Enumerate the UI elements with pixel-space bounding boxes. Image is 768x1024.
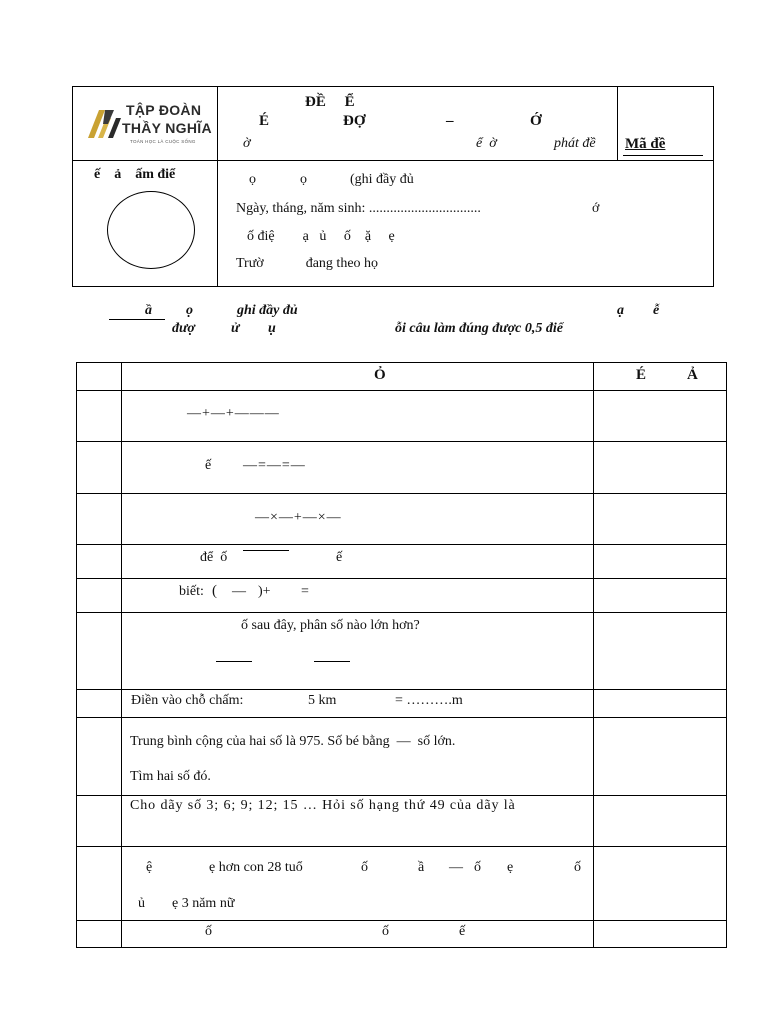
question-10-e: — [449,860,463,875]
question-4-b: ế [336,550,343,565]
student-dob: Ngày, tháng, năm sinh: ................................ [236,201,481,216]
question-10-c: ố [361,860,368,875]
question-7-b: 5 km [308,693,337,708]
question-10-g: ẹ [507,860,514,875]
exam-time-b: ể ờ [476,136,497,151]
student-dob-tail: ớ [592,201,600,216]
question-10-i: ủ [138,896,145,911]
question-11-a: ố [205,924,212,939]
question-table [76,362,727,948]
question-4-fraction-bar [243,550,289,551]
question-5-e: = [301,584,309,599]
header-divider-v1 [217,86,218,287]
table-row-sep [76,717,727,718]
instruction-1b: ọ [186,303,193,318]
question-2-b: —=—=— [243,458,306,473]
student-name-a: ọ [249,172,256,187]
exam-title-part-b: ĐỢ [343,113,366,129]
logo-line1: TẬP ĐOÀN [126,102,202,118]
exam-code-underline [623,155,703,156]
table-row-sep [76,441,727,442]
instruction-underline [109,319,165,320]
question-3: —×—+—×— [255,510,342,525]
table-row-sep [76,612,727,613]
question-11-b: ố [382,924,389,939]
company-logo [84,100,214,148]
instruction-2a: đượ [172,321,195,336]
exam-title-part-d: Ớ [530,113,542,129]
exam-title-part-c: – [446,113,454,129]
table-header-answer-b: Ả [687,367,698,383]
exam-time-a: ờ [243,136,251,151]
table-row-sep [76,578,727,579]
exam-code-label: Mã đề [625,136,666,152]
question-6-fraction-bar-2 [314,661,350,662]
table-header-question: Ỏ [374,367,386,383]
instruction-2d: ỗi câu làm đúng được 0,5 điể [395,321,563,336]
instruction-1e: ễ [653,303,660,318]
question-5-b: ( [212,583,217,599]
question-6: ố sau đây, phân số nào lớn hơn? [241,618,420,633]
question-5-d: )+ [258,584,271,599]
table-row-sep [76,493,727,494]
table-row-sep [76,544,727,545]
question-10-b: ẹ hơn con 28 tuổ [209,860,303,875]
exam-title-part-a: É [259,113,270,129]
logo-line2: THẦY NGHĨA [122,120,212,136]
table-row-sep [76,795,727,796]
question-10-d: ầ [418,860,425,875]
question-4-a: để ố [200,550,228,565]
score-circle [107,191,195,269]
instruction-1c: ghi đầy đủ [237,303,298,318]
question-10-a: ệ [146,860,153,875]
exam-title-line1: ĐỀ Ể [305,94,355,110]
question-10-f: ố [474,860,481,875]
instruction-2b: ử [231,321,240,336]
logo-mark-icon [84,104,124,144]
question-5-a: biết: [179,584,204,599]
question-9: Cho dãy số 3; 6; 9; 12; 15 … Hỏi số hạng thứ 49 của dãy là [130,798,516,813]
student-phone: ố điệ ạ ủ ố ặ ẹ [247,229,395,244]
question-11-c: ế [459,924,466,939]
exam-time-c: phát đề [554,136,596,151]
question-7-a: Điền vào chỗ chấm: [131,693,244,708]
question-8-b: Tìm hai số đó. [130,769,211,784]
header-divider-v2 [617,86,618,161]
table-col-div-2 [593,362,594,948]
student-name-c: (ghi đầy đủ [350,172,414,187]
question-5-c: — [232,584,246,599]
question-1: —+—+——— [187,406,280,421]
instruction-1a: ầ [145,303,152,318]
table-col-div-1 [121,362,122,948]
question-10-h: ố [574,860,581,875]
question-7-c: = ……….m [395,693,463,708]
question-6-fraction-bar-1 [216,661,252,662]
table-row-sep [76,390,727,391]
question-2-a: ế [205,458,212,473]
instruction-2c: ụ [268,321,276,336]
table-row-sep [76,846,727,847]
instruction-1d: ạ [617,303,624,318]
table-row-sep [76,920,727,921]
question-8-a: Trung bình cộng của hai số là 975. Số bé bằng — số lớn. [130,734,456,749]
score-label: ế ả ấm điể [94,167,176,182]
question-10-j: ẹ 3 năm nữ [172,896,235,911]
student-school: Trườ đang theo họ [236,256,379,271]
table-header-answer-a: É [636,367,647,383]
logo-tagline: TOÁN HỌC LÀ CUỘC SỐNG [130,139,196,144]
table-row-sep [76,689,727,690]
student-name-b: ọ [300,172,307,187]
